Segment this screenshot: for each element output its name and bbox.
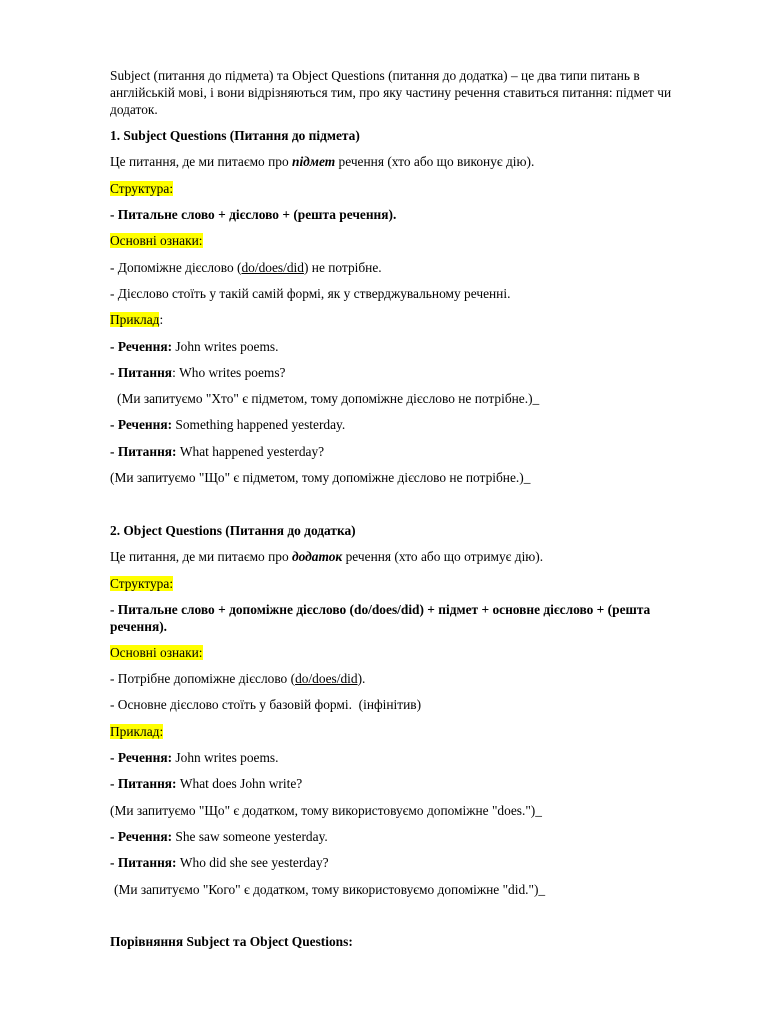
section-2-example-2-sentence <box>110 829 328 845</box>
section-1-example-2-note: (Ми запитуємо "Що" є підметом, тому допоміжне дієслово не потрібне.)_ <box>110 470 531 485</box>
dash: - <box>110 776 118 791</box>
structure-formula-text: - Питальне слово + дієслово + (решта речення). <box>110 207 397 222</box>
section-1-example-1-question <box>110 365 285 381</box>
dash: - <box>110 365 118 380</box>
section-1-example-2-question <box>110 444 324 460</box>
example-sentence: Something happened yesterday. <box>172 417 346 432</box>
section-2-structure-label <box>110 576 173 592</box>
sentence-label: Речення: <box>117 339 173 354</box>
section-1-feature-2: - Дієслово стоїть у такій самій формі, як у стверджувальному реченні. <box>110 286 511 301</box>
section-1-description <box>110 154 534 170</box>
section-2-heading <box>110 523 356 539</box>
desc-emphasis: підмет <box>292 154 336 169</box>
section-2-example-1-question <box>110 776 302 792</box>
section-2-features-label <box>110 645 203 661</box>
example-question: What does John write? <box>176 776 303 791</box>
section-2-example-1-sentence <box>110 750 278 766</box>
highlighted-label: Приклад <box>110 312 160 327</box>
section-2-feature-1 <box>110 671 365 687</box>
highlighted-label: Основні ознаки: <box>110 233 203 248</box>
feature-text: - Допоміжне дієслово ( <box>110 260 242 275</box>
intro-line-1: Subject (питання до підмета) та Object Questions (питання до додатка) – це два типи питань в <box>110 68 640 83</box>
section-1-example-1-note: (Ми запитуємо "Хто" є підметом, тому допоміжне дієслово не потрібне.)_ <box>117 391 540 406</box>
question-label: Питання: <box>117 776 177 791</box>
example-sentence: John writes poems. <box>172 750 279 765</box>
example-question: Who did she see yesterday? <box>176 855 329 870</box>
dash: - <box>110 339 118 354</box>
highlighted-label: Основні ознаки: <box>110 645 203 660</box>
underlined-auxiliaries: do/does/did <box>295 671 358 686</box>
highlighted-label: Структура: <box>110 576 174 591</box>
sentence-label: Речення: <box>117 750 173 765</box>
desc-emphasis: додаток <box>292 549 343 564</box>
dash: - <box>110 750 118 765</box>
section-1-heading-text: 1. Subject Questions (Питання до підмета) <box>110 128 360 143</box>
dash: - <box>110 444 118 459</box>
section-1-feature-1 <box>110 260 382 276</box>
section-2-example-2-note: (Ми запитуємо "Кого" є додатком, тому використовуємо допоміжне "did.")_ <box>114 882 546 897</box>
desc-text: Це питання, де ми питаємо про <box>110 154 292 169</box>
sentence-label: Речення: <box>117 417 173 432</box>
sentence-label: Речення: <box>117 829 173 844</box>
example-question: What happened yesterday? <box>176 444 325 459</box>
question-label: Питання: <box>117 444 177 459</box>
structure-formula-text: речення). <box>110 619 168 634</box>
section-2-description <box>110 549 543 565</box>
section-1-features-label <box>110 233 203 249</box>
section-2-heading-text: 2. Object Questions (Питання до додатка) <box>110 523 356 538</box>
comparison-heading <box>110 934 353 950</box>
desc-text: Це питання, де ми питаємо про <box>110 549 292 564</box>
desc-text: речення (хто або що виконує дію). <box>335 154 535 169</box>
feature-text: ) не потрібне. <box>303 260 382 275</box>
section-2-feature-2: - Основне дієслово стоїть у базовій формі. (інфінітив) <box>110 697 422 712</box>
section-2-structure-formula-line-2 <box>110 619 167 635</box>
question-label: Питання <box>117 365 173 380</box>
feature-text: ). <box>357 671 366 686</box>
section-2-example-2-question <box>110 855 329 871</box>
feature-text: - Потрібне допоміжне дієслово ( <box>110 671 296 686</box>
highlighted-label: Структура: <box>110 181 174 196</box>
section-2-structure-formula-line-1 <box>110 602 650 618</box>
section-1-heading <box>110 128 360 144</box>
dash: - <box>110 417 118 432</box>
structure-formula-text: - Питальне слово + допоміжне дієслово (do/does/did) + підмет + основне дієслово + (решта <box>110 602 651 617</box>
comparison-heading-text: Порівняння Subject та Object Questions: <box>110 934 353 949</box>
question-label: Питання: <box>117 855 177 870</box>
desc-text: речення (хто або що отримує дію). <box>342 549 544 564</box>
section-1-example-1-sentence <box>110 339 278 355</box>
intro-line-3: додаток. <box>110 102 158 117</box>
underlined-auxiliaries: do/does/did <box>241 260 304 275</box>
section-2-example-1-note: (Ми запитуємо "Що" є додатком, тому використовуємо допоміжне "does.")_ <box>110 803 542 818</box>
example-sentence: John writes poems. <box>172 339 279 354</box>
section-1-example-label <box>110 312 163 328</box>
example-question: : Who writes poems? <box>172 365 286 380</box>
section-1-structure-formula <box>110 207 396 223</box>
example-sentence: She saw someone yesterday. <box>172 829 328 844</box>
dash: - <box>110 855 118 870</box>
section-2-example-label <box>110 724 163 740</box>
intro-line-2: англійській мові, і вони відрізняються тим, про яку частину речення ставиться питання: підмет чи <box>110 85 672 100</box>
dash: - <box>110 829 118 844</box>
label-colon: : <box>159 312 164 327</box>
section-1-example-2-sentence <box>110 417 345 433</box>
section-1-structure-label <box>110 181 173 197</box>
highlighted-label: Приклад: <box>110 724 164 739</box>
